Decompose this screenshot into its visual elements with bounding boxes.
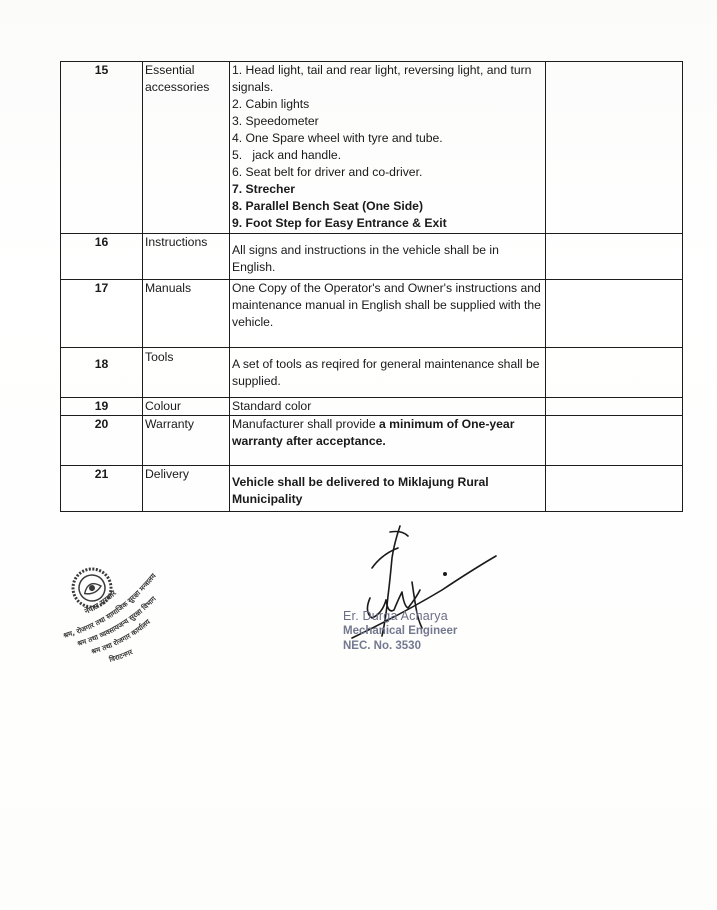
description-line: 2. Cabin lights [232, 97, 310, 111]
item-name: Colour [143, 398, 230, 416]
item-name: Instructions [143, 234, 230, 280]
item-description [230, 234, 546, 280]
description-text: A set of tools as reqired for general maintenance shall be supplied. [232, 357, 540, 388]
engineer-name-stamp [343, 609, 457, 654]
remark-cell [546, 234, 683, 280]
remark-cell [546, 466, 683, 512]
table-row [61, 348, 683, 398]
item-name: Warranty [143, 416, 230, 466]
remark-cell [546, 62, 683, 234]
item-description [230, 398, 546, 416]
description-line: 1. Head light, tail and rear light, reversing light, and turn signals. [232, 63, 532, 94]
item-name: Manuals [143, 280, 230, 348]
item-description [230, 280, 546, 348]
description-line: 5. jack and handle. [232, 148, 342, 162]
row-number: 17 [61, 280, 143, 348]
table-row [61, 280, 683, 348]
remark-cell [546, 416, 683, 466]
description-line: 8. Parallel Bench Seat (One Side) [232, 199, 424, 213]
remark-cell [546, 348, 683, 398]
item-description [230, 416, 546, 466]
row-number: 15 [61, 62, 143, 234]
stamp-line: श्रम, रोजगार तथा सामाजिक सुरक्षा मन्त्रालय [62, 572, 158, 640]
item-description [230, 466, 546, 512]
table-row [61, 398, 683, 416]
row-number: 20 [61, 416, 143, 466]
engineer-registration: NEC. No. 3530 [343, 640, 421, 652]
item-name: Tools [143, 348, 230, 398]
table-row [61, 416, 683, 466]
specification-table [60, 61, 683, 512]
description-text: All signs and instructions in the vehicle shall be in English. [232, 243, 499, 274]
engineer-name: Er. Durga Acharya [343, 609, 448, 623]
item-description [230, 62, 546, 234]
description-text: Vehicle shall be delivered to Miklajung Rural Municipality [232, 475, 489, 506]
description-text-bold: a minimum of One-year warranty after acceptance. [232, 417, 515, 448]
stamp-line: श्रम तथा रोजगार कार्यालय [90, 617, 152, 656]
remark-cell [546, 398, 683, 416]
item-name: Delivery [143, 466, 230, 512]
row-number: 21 [61, 466, 143, 512]
stamp-line: श्रम तथा व्यवसायजन्य सुरक्षा विभाग [76, 595, 158, 648]
description-line: 4. One Spare wheel with tyre and tube. [232, 131, 443, 145]
svg-text:विराटनगर [107, 648, 135, 665]
row-number: 16 [61, 234, 143, 280]
row-number: 19 [61, 398, 143, 416]
stamp-line: विराटनगर [108, 648, 135, 664]
table-row [61, 62, 683, 234]
description-line: 9. Foot Step for Easy Entrance & Exit [232, 216, 447, 230]
description-line: 6. Seat belt for driver and co-driver. [232, 165, 423, 179]
table-row [61, 234, 683, 280]
description-line: 3. Speedometer [232, 114, 319, 128]
table-row [61, 466, 683, 512]
item-name: Essential accessories [143, 62, 230, 234]
remark-cell [546, 280, 683, 348]
description-line: 7. Strecher [232, 182, 296, 196]
stamp-line: नेपाल सरकार [83, 588, 118, 616]
engineer-designation: Mechanical Engineer [343, 625, 458, 637]
description-text: Manufacturer shall provide [232, 417, 379, 431]
item-description [230, 348, 546, 398]
row-number: 18 [61, 348, 143, 398]
description-text: One Copy of the Operator's and Owner's instructions and maintenance manual in English shall be supplied with the vehicle. [232, 281, 541, 329]
description-text: Standard color [232, 399, 312, 413]
official-stamp [58, 552, 178, 667]
